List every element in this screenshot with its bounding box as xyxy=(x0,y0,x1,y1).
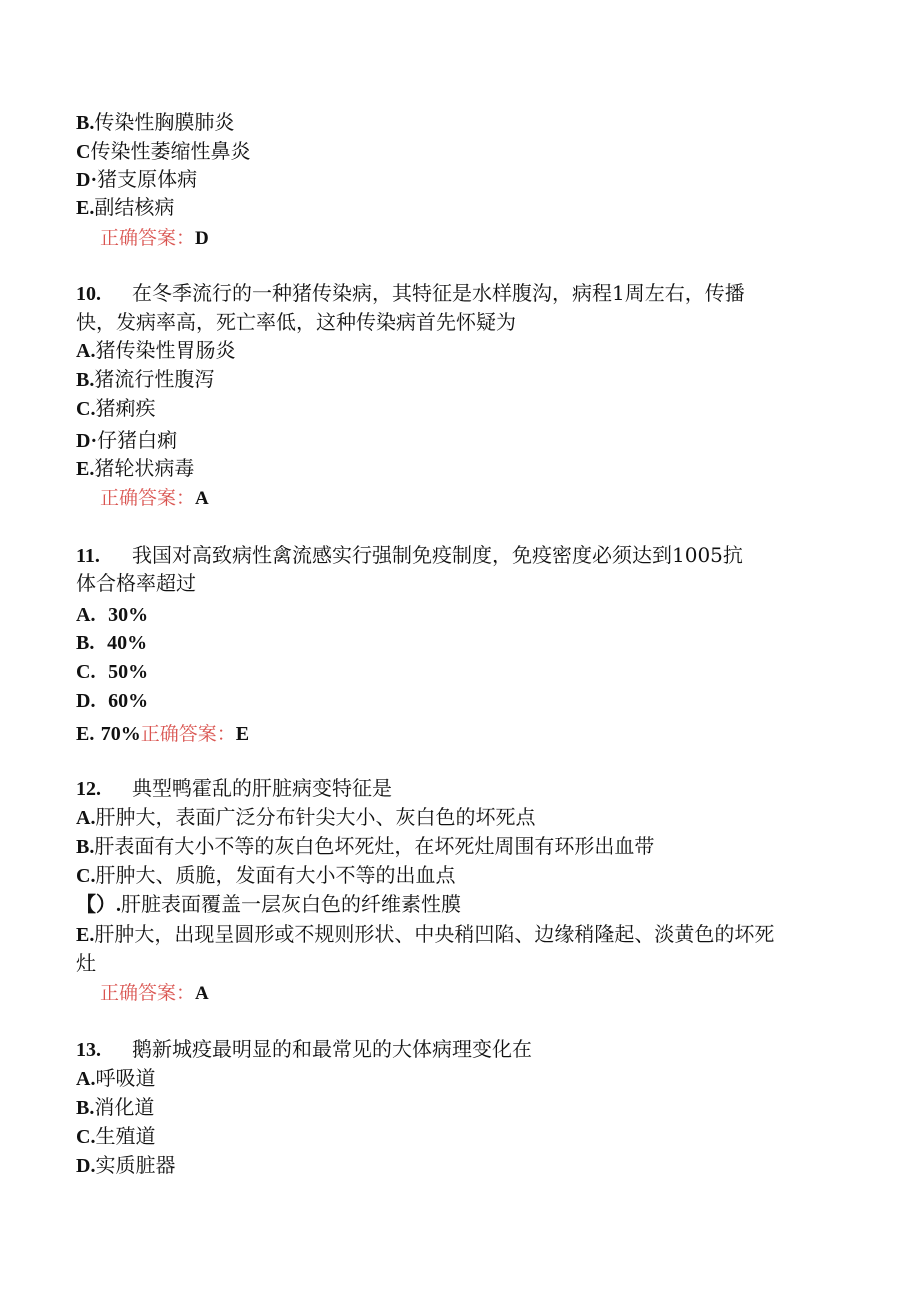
q13-option-b: B.消化道 xyxy=(76,1095,155,1119)
q13-option-d: D.实质脏器 xyxy=(76,1153,176,1177)
q10-answer: 正确答案：A xyxy=(100,487,209,509)
q10-option-a: A.猪传染性胃肠炎 xyxy=(76,338,236,362)
q11-answer: E xyxy=(235,723,250,745)
q11-stem-cont: 体合格率超过 xyxy=(76,571,196,595)
q11-option-c: C. 50% xyxy=(76,661,149,683)
q12-option-e-cont: 灶 xyxy=(76,951,96,975)
q12-option-e: E.肝肿大，出现呈圆形或不规则形状、中央稍凹陷、边缘稍隆起、淡黄色的坏死 xyxy=(76,922,775,946)
q12-option-a: A.肝肿大，表面广泛分布针尖大小、灰白色的坏死点 xyxy=(76,805,536,829)
q11-option-d: D. 60% xyxy=(76,690,149,712)
q9-answer: 正确答案：D xyxy=(100,227,209,249)
q11-option-a: A. 30% xyxy=(76,604,149,626)
q10-option-b: B.猪流行性腹泻 xyxy=(76,367,215,391)
q9-option-b: B.传染性胸膜肺炎 xyxy=(76,110,235,134)
q12-option-b: B.肝表面有大小不等的灰白色坏死灶，在坏死灶周围有环形出血带 xyxy=(76,834,655,858)
q11-option-e: E. 70%正确答案：E xyxy=(76,723,250,745)
q12-option-d: 【）.肝脏表面覆盖一层灰白色的纤维素性膜 xyxy=(76,892,461,916)
q12-answer: 正确答案：A xyxy=(100,982,209,1004)
q12-option-c: C.肝肿大、质脆，发面有大小不等的出血点 xyxy=(76,863,456,887)
q13-option-a: A.呼吸道 xyxy=(76,1066,156,1090)
q10-option-d: D·仔猪白痢 xyxy=(76,428,178,452)
q13-option-c: C.生殖道 xyxy=(76,1124,156,1148)
q9-option-d: D·猪支原体病 xyxy=(76,167,198,191)
q11-option-b: B. 40% xyxy=(76,632,148,654)
q10-stem: 10. 在冬季流行的一种猪传染病，其特征是水样腹沟，病程1周左右，传播 xyxy=(76,281,745,305)
q10-option-c: C.猪痢疾 xyxy=(76,396,156,420)
q11-answer-label: 正确答案： xyxy=(140,723,236,745)
q10-stem-cont: 快，发病率高，死亡率低，这种传染病首先怀疑为 xyxy=(76,310,516,334)
q9-option-c: C传染性萎缩性鼻炎 xyxy=(76,139,251,163)
q12-stem: 12. 典型鸭霍乱的肝脏病变特征是 xyxy=(76,776,392,800)
q11-stem: 11. 我国对高致病性禽流感实行强制免疫制度，免疫密度必须达到1005抗 xyxy=(76,543,743,567)
q10-option-e: E.猪轮状病毒 xyxy=(76,456,195,480)
q13-stem: 13. 鹅新城疫最明显的和最常见的大体病理变化在 xyxy=(76,1037,532,1061)
q9-option-e: E.副结核病 xyxy=(76,195,175,219)
